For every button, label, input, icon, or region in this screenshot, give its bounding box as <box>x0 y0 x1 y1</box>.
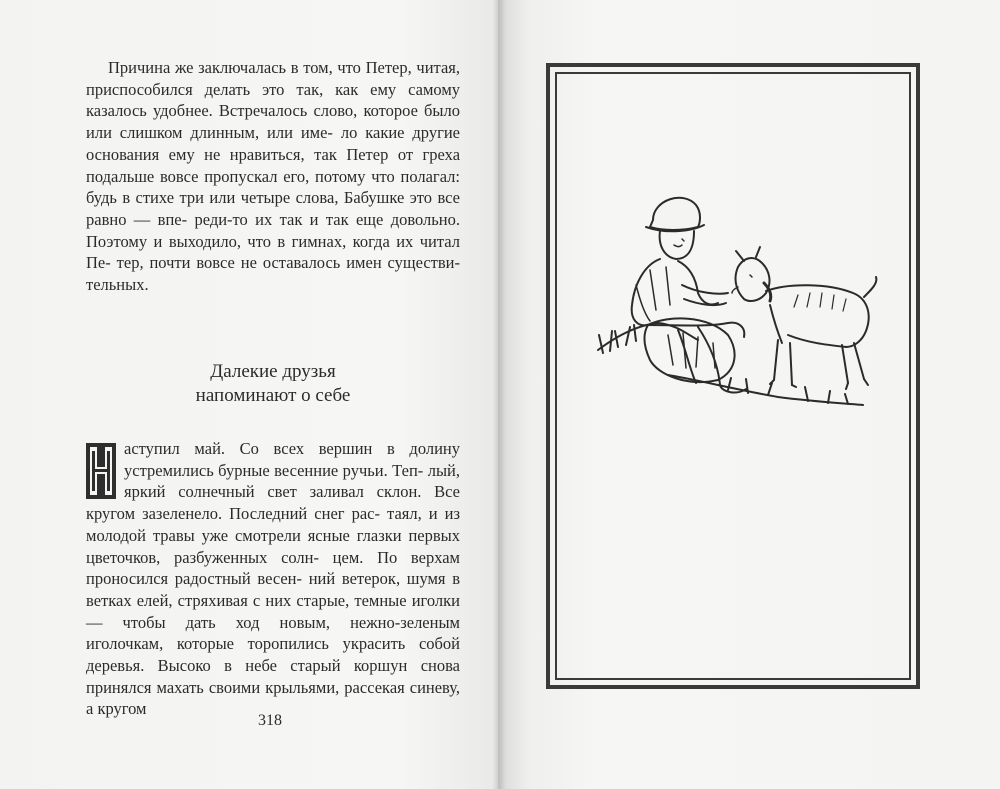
chapter-title-line-2: напоминают о себе <box>195 385 351 406</box>
text-line: своими крыльями, рассекая синеву, а кругом <box>86 677 460 719</box>
text-line: читая, приспособился делать это так, как ему <box>86 58 460 99</box>
text-line: лый, яркий солнечный свет заливал склон. <box>124 460 461 502</box>
text-line: его, потому что полагал: будь в стихе три или <box>86 166 460 208</box>
text-line: устремились бурные весенние ручьи. Теп- <box>124 460 424 480</box>
text-line: четыре слова, Бабушке это все равно — впе- <box>86 188 461 229</box>
text-line: тер, почти вовсе не оставалось имен существи- <box>116 253 461 273</box>
boy-with-goat-icon <box>578 175 878 420</box>
chapter-title-line-1: Далекие друзья <box>210 361 336 382</box>
boy-with-goat-illustration <box>578 175 878 425</box>
chapter-title <box>86 360 460 408</box>
text-line: так Петер от греха подальше вовсе пропускал <box>86 144 461 186</box>
text-line: таял, и из молодой травы уже смотрели ясные <box>86 504 460 545</box>
text-line: цем. По верхам проносился радостный весен- <box>86 547 460 589</box>
paragraph-2 <box>86 438 460 720</box>
text-line: Все кругом зазеленело. Последний снег рас- <box>86 482 460 524</box>
text-line: Причина же заключалась в том, что Петер, <box>108 58 412 77</box>
text-line: новым, нежно-зеленым иголочкам, которые <box>86 612 460 654</box>
text-line: и выходило, что в гимнах, когда их читал Пе- <box>86 231 460 273</box>
drop-cap <box>86 443 116 499</box>
drop-cap-letter-icon <box>86 443 116 499</box>
text-line: самому казалось удобнее. Встречалось слово, <box>86 79 461 121</box>
text-line: ло какие другие основания ему не нравиться, <box>86 123 460 164</box>
paragraph-1 <box>86 57 460 296</box>
page-number: 318 <box>258 712 282 729</box>
text-line: тельных. <box>86 275 149 295</box>
text-line: реди-то их так и так еще довольно. Поэтому <box>86 209 461 251</box>
text-line: торопились украсить собой деревья. Высоко <box>86 634 460 676</box>
text-line: в небе старый коршун снова принялся махать <box>86 656 461 697</box>
text-line: с них старые, темные иголки — чтобы дать ход <box>86 590 461 632</box>
left-page <box>0 0 498 789</box>
text-line: которое было или слишком длинным, или име- <box>86 101 461 143</box>
text-line: глазки первых цветочков, разбуженных солн- <box>86 525 460 567</box>
text-line: аступил май. Со всех вершин в долину <box>124 439 460 458</box>
book-gutter <box>492 0 506 789</box>
text-line: ний ветерок, шумя в ветках елей, стряхивая <box>86 569 461 610</box>
